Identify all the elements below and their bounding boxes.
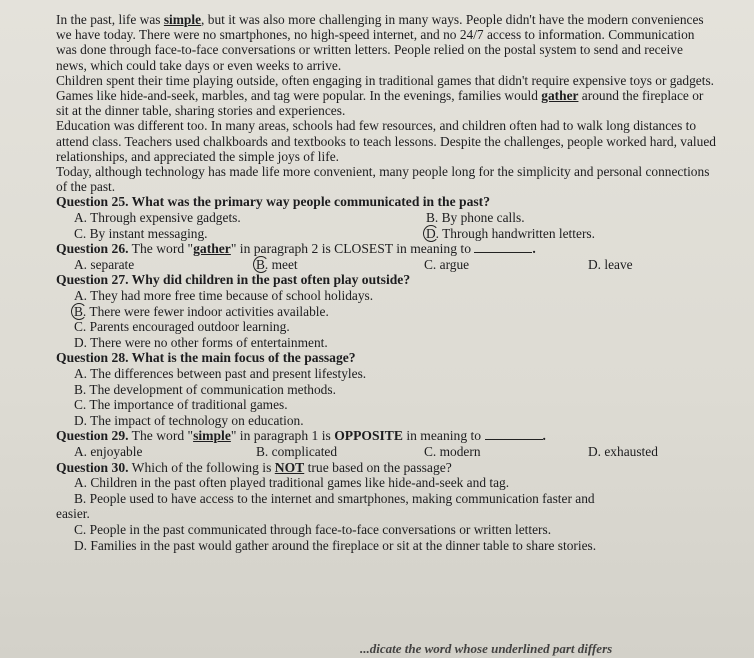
- passage-paragraph-4: Today, although technology has made life more convenient, many people long for the simplicity and personal connections of the past.: [56, 164, 710, 195]
- question-26-stem: Question 26. The word "gather" in paragraph 2 is CLOSEST in meaning to .: [56, 241, 536, 257]
- q25-option-c[interactable]: C. By instant messaging.: [74, 225, 208, 241]
- passage-paragraph-3: Education was different too. In many areas, schools had few resources, and children often had to walk long distances to attend class. Teachers used chalkboards and textbooks to teach lessons. Despite the challenges, people worked hard, valued relationships, and appreciated the simple joys of life.: [56, 118, 716, 164]
- q26-option-a[interactable]: A. separate: [74, 256, 135, 272]
- q29-option-d[interactable]: D. exhausted: [588, 443, 658, 459]
- q26-option-c[interactable]: C. argue: [424, 256, 470, 272]
- q27-option-c[interactable]: C. Parents encouraged outdoor learning.: [74, 319, 290, 335]
- q26-option-b[interactable]: B. meet: [256, 256, 298, 272]
- underlined-gather: gather: [541, 88, 579, 104]
- q27-option-b[interactable]: B. There were fewer indoor activities available.: [74, 303, 329, 319]
- passage-paragraph-2: Children spent their time playing outside, often engaging in traditional games that didn't require expensive toys or gadgets. Games like hide-and-seek, marbles, and tag were popular. In the evenings, families would gather around the fireplace or sit at the dinner table, sharing stories and experiences.: [56, 72, 715, 119]
- question-25-stem: Question 25. What was the primary way people communicated in the past?: [56, 194, 490, 210]
- question-30-stem: Question 30. Which of the following is NOT true based on the passage?: [56, 459, 452, 475]
- q28-option-d[interactable]: D. The impact of technology on education.: [74, 412, 304, 428]
- answer-blank: [485, 428, 543, 440]
- q29-option-c[interactable]: C. modern: [424, 443, 481, 459]
- question-25-options-row-2: [56, 226, 716, 242]
- q25-option-a[interactable]: A. Through expensive gadgets.: [74, 210, 241, 226]
- reading-passage: [56, 12, 716, 553]
- q29-option-b[interactable]: B. complicated: [256, 443, 338, 459]
- q25-option-d[interactable]: D. Through handwritten letters.: [426, 225, 595, 241]
- q28-option-c[interactable]: C. The importance of traditional games.: [74, 397, 288, 413]
- q30-option-b[interactable]: B. People used to have access to the internet and smartphones, making communication faster and: [74, 490, 595, 506]
- q30-option-a[interactable]: A. Children in the past often played traditional games like hide-and-seek and tag.: [74, 475, 510, 491]
- question-27-stem: Question 27. Why did children in the past often play outside?: [56, 272, 411, 288]
- question-28-stem: Question 28. What is the main focus of the passage?: [56, 350, 356, 366]
- q26-option-d[interactable]: D. leave: [588, 256, 633, 272]
- q28-option-a[interactable]: A. The differences between past and present lifestyles.: [74, 365, 367, 381]
- q27-option-d[interactable]: D. There were no other forms of entertainment.: [74, 334, 328, 350]
- underlined-simple: simple: [163, 12, 202, 27]
- q28-option-b[interactable]: B. The development of communication methods.: [74, 381, 336, 397]
- question-26-options: [56, 257, 716, 273]
- q27-option-a[interactable]: A. They had more free time because of school holidays.: [74, 288, 374, 303]
- q29-option-a[interactable]: A. enjoyable: [74, 443, 143, 459]
- question-29-stem: Question 29. The word "simple" in paragraph 1 is OPPOSITE in meaning to .: [56, 428, 546, 444]
- q30-option-d[interactable]: D. Families in the past would gather around the fireplace or sit at the dinner table to share stories.: [74, 537, 597, 553]
- question-25-options-row-1: [56, 210, 716, 226]
- q30-option-c[interactable]: C. People in the past communicated through face-to-face conversations or written letters.: [74, 521, 552, 537]
- next-section-instruction-cut: ...dicate the word whose underlined part differs: [360, 641, 613, 656]
- passage-paragraph-1: In the past, life was simple, but it was also more challenging in many ways. People didn't have the modern conveniences we have today. There were no smartphones, no high-speed internet, and no 24/7 access to information. Communication was done through face-to-face conversations or written letters. People relied on the postal system to send and receive news, which could take days or even weeks to arrive.: [56, 12, 704, 73]
- q25-option-b[interactable]: B. By phone calls.: [426, 210, 525, 226]
- question-29-options: [56, 444, 716, 460]
- q30-option-b-continued: easier.: [56, 506, 90, 522]
- answer-blank: [474, 241, 532, 253]
